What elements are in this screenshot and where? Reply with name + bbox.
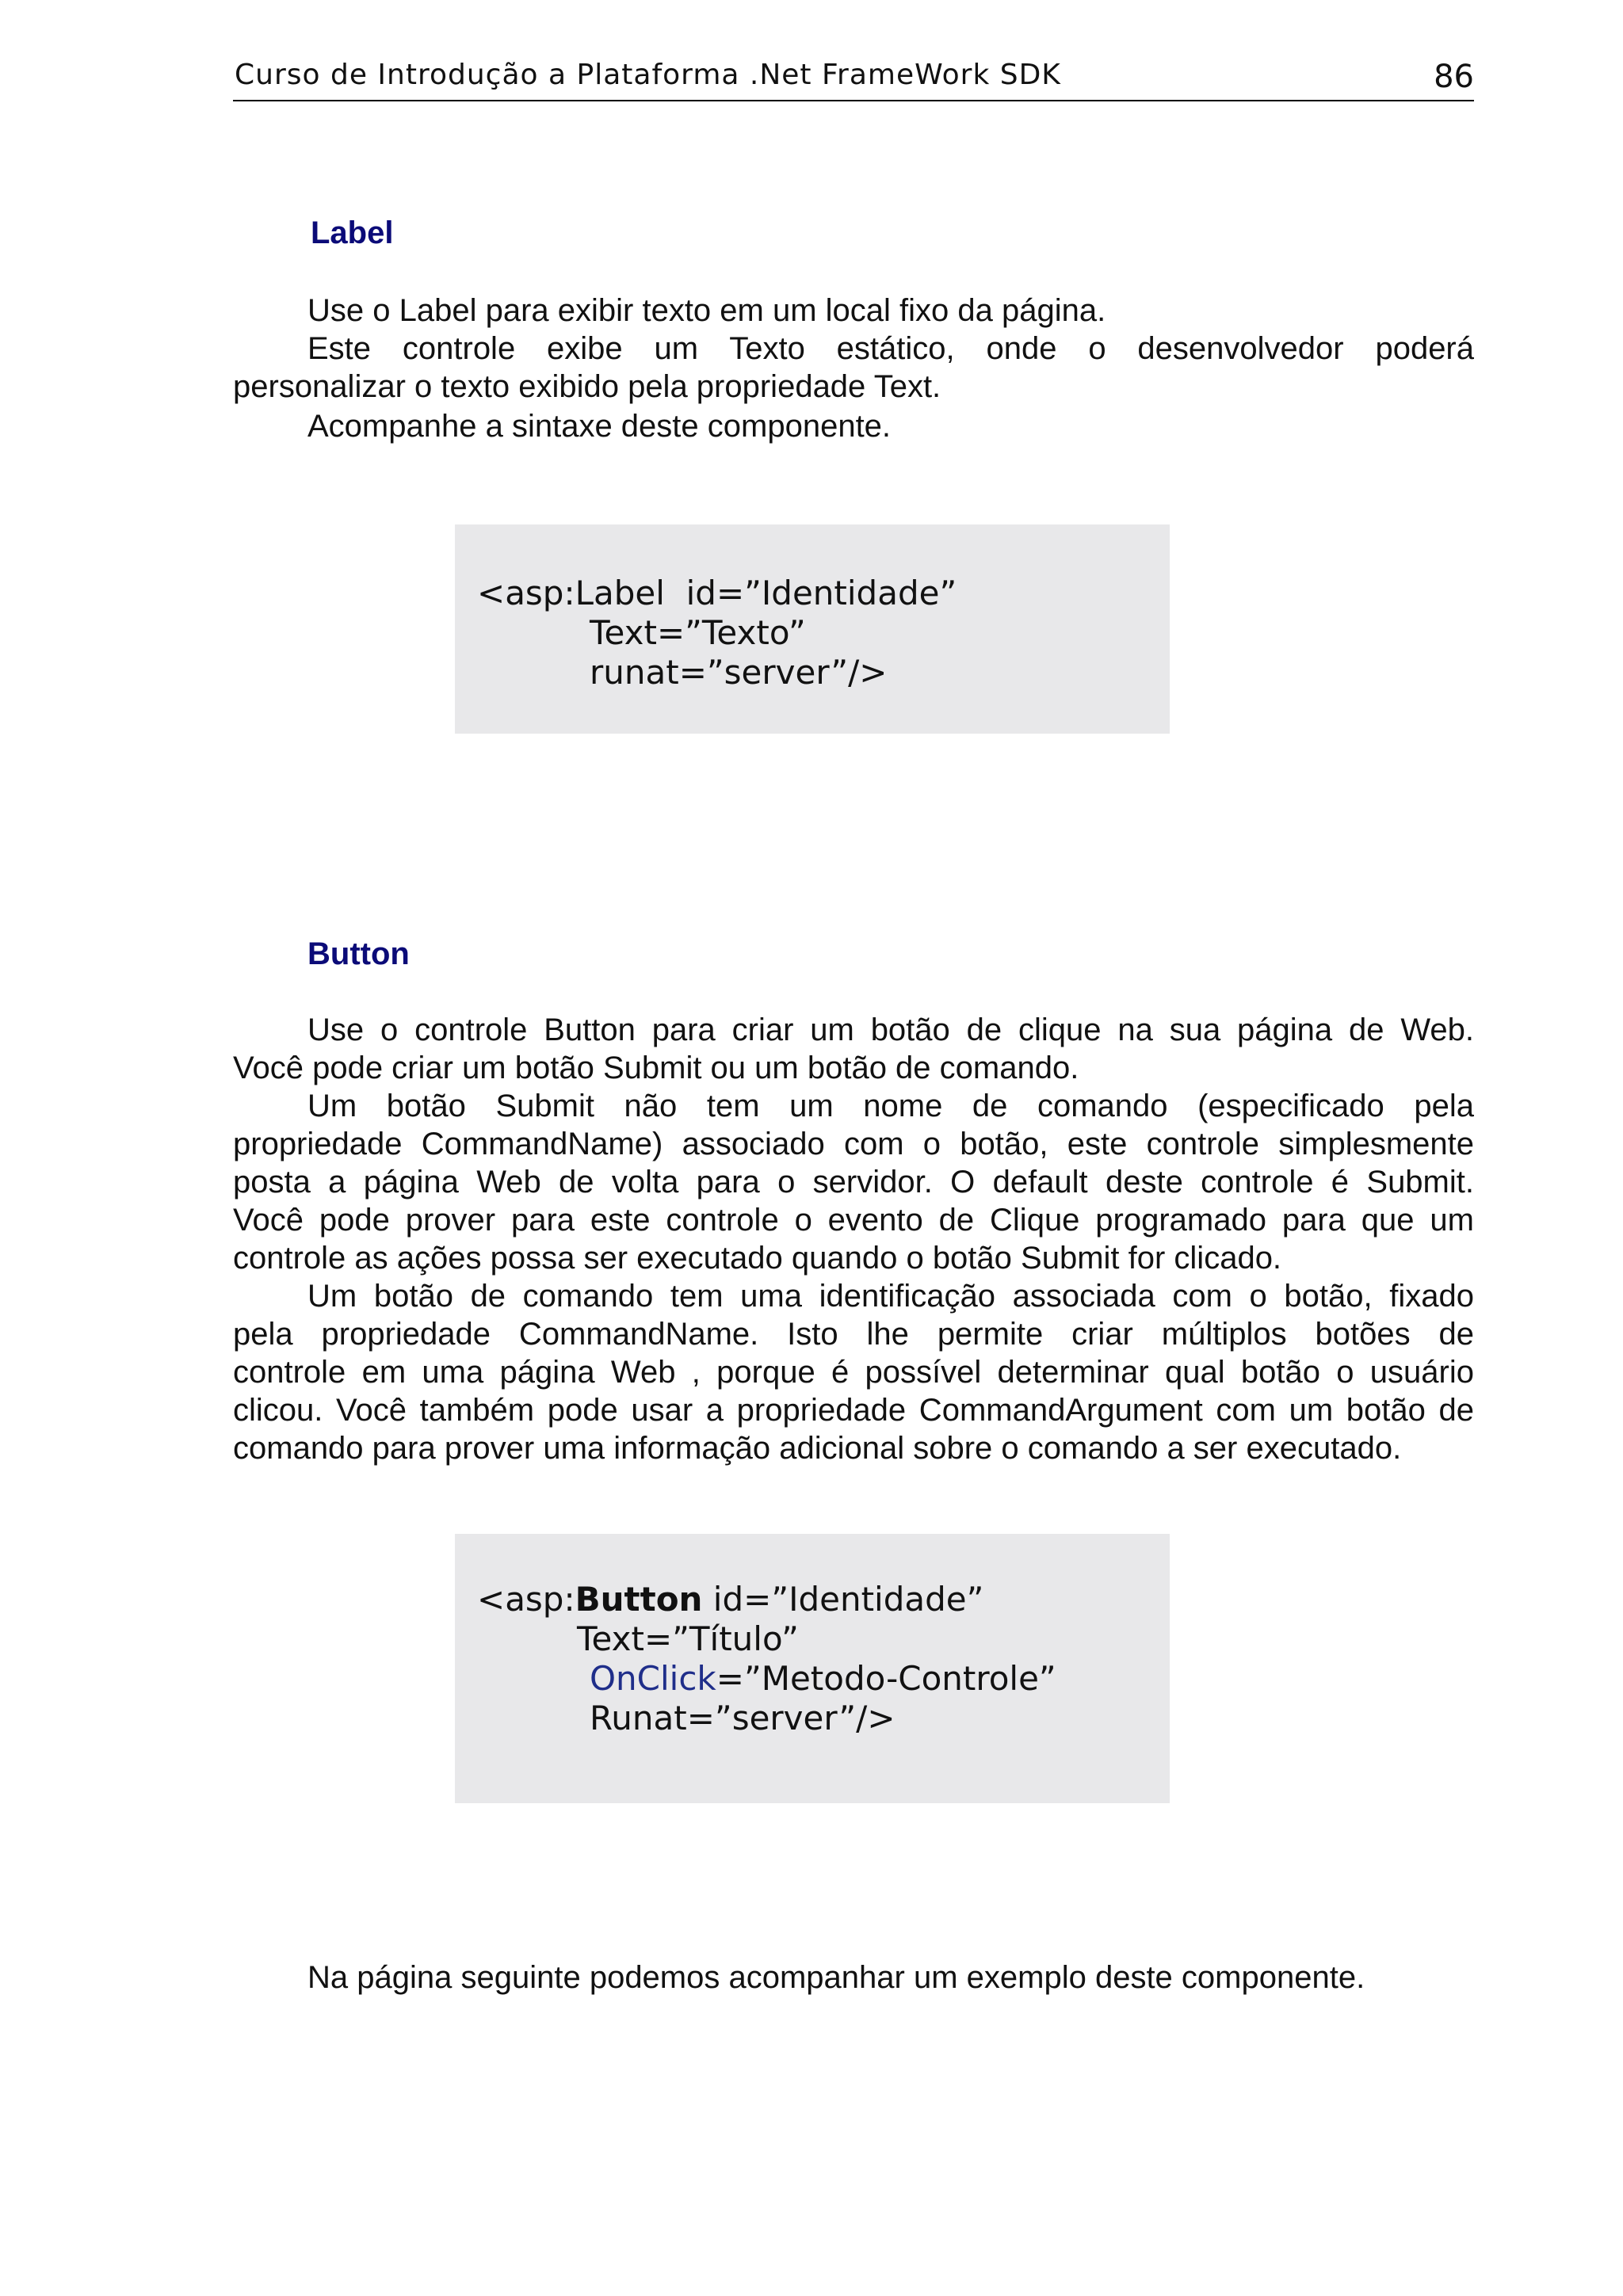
button-code-id: id=”Identidade” [702,1580,984,1619]
button-code-line-3 [590,1659,1056,1699]
button-code-box [455,1534,1170,1803]
button-p3-line4: clicou. Você também pode usar a propriedade CommandArgument com um botão de [233,1393,1474,1428]
label-paragraph-1 [233,292,1474,330]
closing-text: Na página seguinte podemos acompanhar um exemplo deste componente. [307,1960,1365,1995]
button-paragraph-3 [233,1277,1474,1467]
page-header [233,55,1474,101]
button-p3-line3: controle em uma página Web , porque é possível determinar qual botão o usuário [233,1355,1474,1390]
label-p1-text: Use o Label para exibir texto em um local fixo da página. [307,293,1106,328]
button-p2-line1: Um botão Submit não tem um nome de comando (especificado pela [307,1089,1474,1123]
button-code-event-value: =”Metodo-Controle” [716,1659,1056,1698]
label-code-line-3: runat=”server”/> [590,653,888,692]
label-code-box [455,524,1170,734]
button-code-line-1 [477,1580,983,1619]
button-code-line-4: Runat=”server”/> [590,1699,896,1737]
label-paragraph-3 [233,407,1474,445]
button-p2-line2: propriedade CommandName) associado com o botão, este controle simplesmente [233,1127,1474,1161]
button-p1-line2: Você pode criar um botão Submit ou um botão de comando. [233,1051,1079,1085]
label-code-line-1: <asp:Label id=”Identidade” [477,574,957,612]
button-p3-line1: Um botão de comando tem uma identificação associada com o botão, fixado [307,1279,1474,1314]
button-p3-line2: pela propriedade CommandName. Isto lhe permite criar múltiplos botões de [233,1317,1474,1352]
closing-paragraph [233,1958,1474,1997]
button-p1-line1: Use o controle Button para criar um botão de clique na sua página de Web. [307,1013,1474,1047]
button-paragraph-2 [233,1087,1474,1277]
label-paragraph-2 [233,330,1474,406]
button-p2-line5: controle as ações possa ser executado quando o botão Submit for clicado. [233,1241,1282,1276]
button-code-keyword: Button [575,1580,703,1619]
header-title: Curso de Introdução a Plataforma .Net FrameWork SDK [235,59,1061,91]
button-p3-line5: comando para prover uma informação adicional sobre o comando a ser executado. [233,1431,1402,1466]
button-code-line-2: Text=”Título” [577,1619,799,1658]
label-p2-line2: personalizar o texto exibido pela propriedade Text. [233,369,941,404]
button-code-event: OnClick [590,1659,716,1698]
page-number: 86 [1434,59,1474,95]
button-code-prefix: <asp: [477,1580,575,1619]
button-paragraph-1 [233,1011,1474,1087]
button-p2-line3: posta a página Web de volta para o servidor. O default deste controle é Submit. [233,1165,1474,1199]
button-p2-line4: Você pode prover para este controle o evento de Clique programado para que um [233,1203,1474,1238]
label-p3-text: Acompanhe a sintaxe deste componente. [307,409,892,444]
label-heading: Label [311,215,394,250]
label-code-line-2: Text=”Texto” [590,613,806,652]
button-heading: Button [307,936,410,971]
label-p2-line1: Este controle exibe um Texto estático, onde o desenvolvedor poderá [307,331,1474,366]
